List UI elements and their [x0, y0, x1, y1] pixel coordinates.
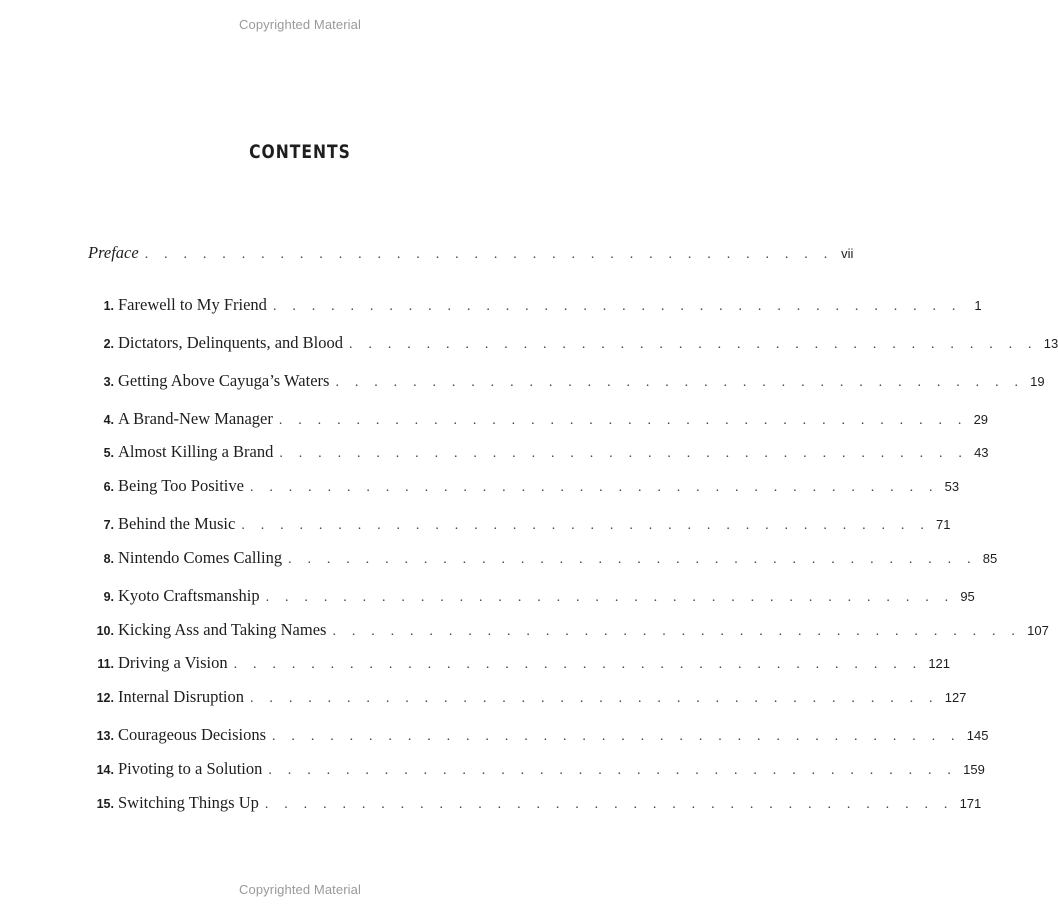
- toc-entry-chapter-15[interactable]: [88, 793, 982, 817]
- chapter-title: Kyoto Craftsmanship: [118, 586, 260, 605]
- dot-leader: . . . . . . . . . . . . . . . . . . . . . . . . . . . . . . . . . . . .: [264, 797, 954, 812]
- chapter-title: Behind the Music: [118, 514, 236, 533]
- dot-leader: . . . . . . . . . . . . . . . . . . . . . . . . . . . . . . . . . . . .: [272, 729, 961, 744]
- chapter-title: Dictators, Delinquents, and Blood: [118, 333, 344, 352]
- chapter-page-number: 127: [944, 690, 967, 705]
- chapter-number: 1.: [103, 299, 114, 313]
- chapter-number: 3.: [103, 375, 114, 389]
- chapter-title: Pivoting to a Solution: [118, 759, 263, 778]
- dot-leader: . . . . . . . . . . . . . . . . . . . . . . . . . . . . . . . . . . . .: [288, 552, 977, 567]
- toc-entry-chapter-2[interactable]: [88, 333, 1058, 357]
- copyright-watermark-top: Copyrighted Material: [239, 17, 361, 32]
- chapter-page-number: 95: [960, 589, 975, 604]
- chapter-page-number: 13: [1043, 336, 1058, 351]
- toc-entry-chapter-7[interactable]: [88, 514, 951, 538]
- preface-label: Preface: [88, 243, 139, 262]
- dot-leader: . . . . . . . . . . . . . . . . . . . . . . . . . . . . . . . . . . . .: [265, 590, 955, 605]
- dot-leader: . . . . . . . . . . . . . . . . . . . . . . . . . . . . . . . . . . . .: [233, 657, 923, 672]
- page-title: CONTENTS: [249, 141, 351, 163]
- chapter-number: 5.: [103, 446, 114, 460]
- chapter-number: 15.: [96, 797, 114, 811]
- chapter-number: 8.: [103, 552, 114, 566]
- dot-leader: . . . . . . . . . . . . . . . . . . . . . . . . . . . . . . . . . . . .: [332, 624, 1022, 639]
- dot-leader: . . . . . . . . . . . . . . . . . . . . . . . . . . . . . . . . . . . .: [144, 247, 834, 262]
- chapter-title: Being Too Positive: [118, 476, 244, 495]
- chapter-number: 12.: [96, 691, 114, 705]
- chapter-title: Nintendo Comes Calling: [118, 548, 283, 567]
- chapter-title: Getting Above Cayuga’s Waters: [118, 371, 330, 390]
- dot-leader: . . . . . . . . . . . . . . . . . . . . . . . . . . . . . . . . . . . .: [335, 375, 1025, 390]
- chapter-page-number: 43: [974, 445, 989, 460]
- chapter-page-number: 121: [928, 656, 951, 671]
- chapter-page-number: 71: [936, 517, 951, 532]
- toc-entry-chapter-10[interactable]: [88, 620, 1049, 644]
- toc-entry-chapter-14[interactable]: [88, 759, 985, 783]
- chapter-page-number: 53: [944, 479, 960, 494]
- chapter-page-number: 85: [982, 551, 998, 566]
- chapter-page-number: 171: [959, 796, 982, 811]
- dot-leader: . . . . . . . . . . . . . . . . . . . . . . . . . . . . . . . . . . . .: [278, 413, 968, 428]
- toc-entry-chapter-4[interactable]: [88, 409, 989, 433]
- chapter-page-number: 145: [966, 728, 989, 743]
- chapter-page-number: 29: [973, 412, 989, 427]
- dot-leader: . . . . . . . . . . . . . . . . . . . . . . . . . . . . . . . . . . . .: [349, 337, 1038, 352]
- chapter-title: Courageous Decisions: [118, 725, 267, 744]
- chapter-number: 6.: [103, 480, 114, 494]
- chapter-number: 7.: [103, 518, 114, 532]
- dot-leader: . . . . . . . . . . . . . . . . . . . . . . . . . . . . . . . . . . . .: [249, 480, 939, 495]
- chapter-title: Switching Things Up: [118, 793, 259, 812]
- chapter-number: 13.: [96, 729, 114, 743]
- toc-entry-chapter-8[interactable]: [88, 548, 998, 572]
- chapter-number: 2.: [103, 337, 114, 351]
- chapter-number: 11.: [97, 657, 114, 671]
- chapter-number: 10.: [96, 624, 114, 638]
- dot-leader: . . . . . . . . . . . . . . . . . . . . . . . . . . . . . . . . . . . .: [250, 691, 939, 706]
- toc-entry-chapter-1[interactable]: [88, 295, 982, 319]
- chapter-number: 14.: [96, 763, 114, 777]
- chapter-title: Kicking Ass and Taking Names: [118, 620, 327, 639]
- chapter-title: Driving a Vision: [118, 653, 228, 672]
- toc-entry-chapter-9[interactable]: [88, 586, 975, 610]
- preface-page-number: vii: [841, 246, 854, 261]
- dot-leader: . . . . . . . . . . . . . . . . . . . . . . . . . . . . . . . . . . . .: [279, 446, 969, 461]
- chapter-title: Internal Disruption: [118, 687, 245, 706]
- dot-leader: . . . . . . . . . . . . . . . . . . . . . . . . . . . . . . . . . . . .: [268, 763, 958, 778]
- chapter-title: A Brand-New Manager: [118, 409, 273, 428]
- chapter-page-number: 1: [974, 298, 982, 313]
- toc-entry-chapter-3[interactable]: [88, 371, 1045, 395]
- dot-leader: . . . . . . . . . . . . . . . . . . . . . . . . . . . . . . . . . . . .: [241, 518, 931, 533]
- toc-entry-chapter-5[interactable]: [88, 442, 989, 466]
- toc-entry-chapter-12[interactable]: [88, 687, 967, 711]
- toc-entry-chapter-13[interactable]: [88, 725, 989, 749]
- chapter-title: Almost Killing a Brand: [118, 442, 274, 461]
- toc-entry-chapter-6[interactable]: [88, 476, 960, 500]
- toc-entry-chapter-11[interactable]: [88, 653, 951, 677]
- copyright-watermark-bottom: Copyrighted Material: [239, 882, 361, 897]
- toc-entry-preface[interactable]: [88, 243, 854, 267]
- chapter-number: 9.: [103, 590, 114, 604]
- dot-leader: . . . . . . . . . . . . . . . . . . . . . . . . . . . . . . . . . . . .: [272, 299, 962, 314]
- chapter-number: 4.: [103, 413, 114, 427]
- chapter-page-number: 107: [1027, 623, 1049, 638]
- chapter-title: Farewell to My Friend: [118, 295, 267, 314]
- chapter-page-number: 19: [1030, 374, 1045, 389]
- chapter-page-number: 159: [963, 762, 985, 777]
